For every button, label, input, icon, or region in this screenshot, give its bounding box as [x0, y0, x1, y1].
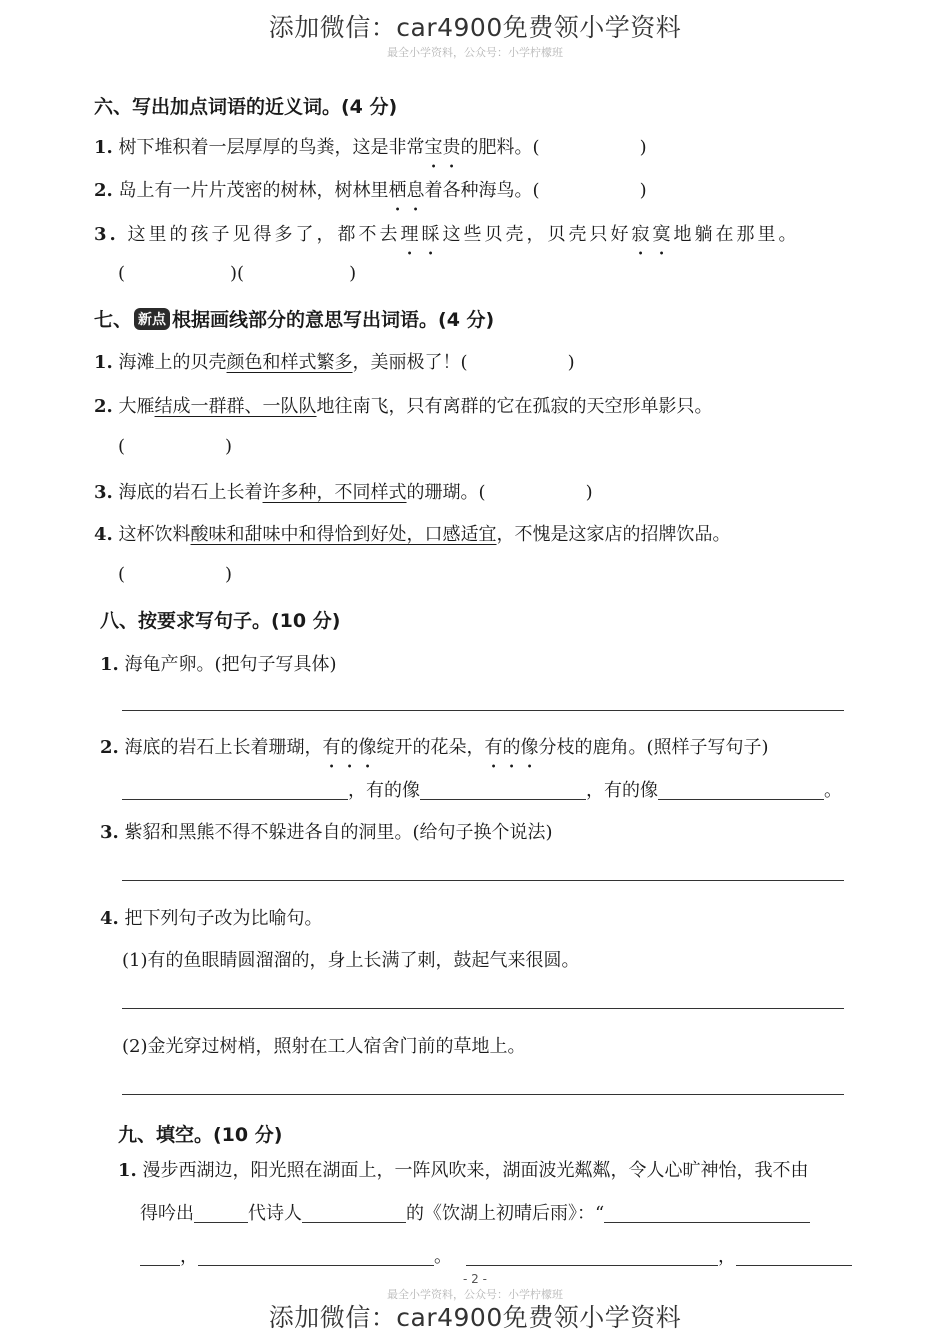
answer-paren: ) — [349, 263, 357, 284]
question-text: ) — [639, 137, 647, 158]
dotted-char: 寞 — [652, 224, 674, 245]
watermark-bottom: 添加微信：car4900免费领小学资料 — [268, 1303, 682, 1332]
faint-footer-text: 最全小学资料，公众号：小学柠檬班 — [387, 1288, 563, 1301]
section-8-title: 八、按要求写句子。(10 分) — [100, 610, 341, 632]
question-text: 着各种海鸟。( — [424, 180, 540, 201]
question-number: 2. — [94, 396, 113, 417]
dotted-char: 像 — [358, 737, 377, 758]
question-number: 4. — [100, 908, 119, 929]
s9-question-1-line-2 — [140, 1199, 810, 1225]
question-text: 地躺在那里。 — [673, 224, 800, 245]
fill-blank[interactable] — [604, 1204, 810, 1223]
fill-blank[interactable] — [420, 781, 586, 800]
question-text: 这些贝壳，贝壳只好 — [442, 224, 632, 245]
fill-blank[interactable] — [736, 1247, 852, 1266]
question-number: 2. — [100, 737, 119, 758]
section-9-title: 九、填空。(10 分) — [118, 1124, 283, 1146]
dotted-char: 有 — [322, 737, 341, 758]
s6-question-1 — [94, 133, 647, 159]
s8-question-3 — [100, 818, 553, 844]
fill-text: ，有的像 — [348, 780, 420, 801]
answer-line[interactable] — [122, 880, 844, 881]
question-text: ) — [585, 482, 593, 503]
question-number: 1. — [94, 137, 113, 158]
answer-paren: ( — [118, 564, 126, 585]
fill-blank[interactable] — [466, 1247, 718, 1266]
question-text: 漫步西湖边，阳光照在湖面上，一阵风吹来，湖面波光粼粼，令人心旷神怡，我不由 — [142, 1160, 809, 1181]
fill-blank[interactable] — [122, 781, 348, 800]
s8-question-4-1: (1)有的鱼眼睛圆溜溜的，身上长满了刺，鼓起气来很圆。 — [122, 950, 580, 971]
dotted-char: 栖 — [388, 180, 407, 201]
question-text: 海底的岩石上长着 — [118, 482, 263, 503]
question-text: 海龟产卵。(把句子写具体) — [124, 654, 337, 675]
dotted-char: 睬 — [421, 224, 443, 245]
question-text: 这杯饮料 — [118, 524, 191, 545]
dotted-char: 的 — [340, 737, 359, 758]
fill-blank[interactable] — [302, 1204, 406, 1223]
answer-paren: ) — [225, 436, 233, 457]
fill-text: ， — [718, 1246, 736, 1267]
question-number: 2. — [94, 180, 113, 201]
dotted-char: 寂 — [631, 224, 653, 245]
section-7-title-prefix: 七、 — [94, 309, 133, 331]
s7-question-4-answer — [118, 564, 232, 585]
question-text: ) — [567, 352, 575, 373]
question-number: 4. — [94, 524, 113, 545]
question-text: ，美丽极了！( — [352, 352, 468, 373]
section-6-title: 六、写出加点词语的近义词。(4 分) — [94, 96, 398, 118]
underlined-phrase: 许多种，不同样式 — [262, 482, 407, 503]
answer-paren: )( — [230, 263, 245, 284]
fill-text: 。 — [434, 1246, 452, 1267]
s7-question-4 — [94, 520, 731, 546]
fill-blank[interactable] — [194, 1204, 248, 1223]
fill-text: 。 — [824, 780, 842, 801]
dotted-char: 宝 — [424, 137, 443, 158]
question-text: 大雁 — [118, 396, 155, 417]
s6-question-2 — [94, 176, 647, 202]
s6-question-3-answers — [118, 263, 356, 284]
question-number: 3. — [94, 482, 113, 503]
dotted-char: 息 — [406, 180, 425, 201]
question-text: 的肥料。( — [460, 137, 540, 158]
fill-blank[interactable] — [658, 781, 824, 800]
dotted-char: 的 — [502, 737, 521, 758]
question-text: 海滩上的贝壳 — [118, 352, 227, 373]
faint-header-text: 最全小学资料，公众号：小学柠檬班 — [387, 46, 563, 59]
s9-question-1-line-3 — [140, 1242, 852, 1268]
question-text: 地往南飞，只有离群的它在孤寂的天空形单影只。 — [316, 396, 713, 417]
question-text: 把下列句子改为比喻句。 — [124, 908, 323, 929]
s8-question-2 — [100, 733, 769, 759]
answer-paren: ( — [118, 436, 126, 457]
fill-text: 的《饮湖上初晴后雨》：“ — [406, 1203, 605, 1224]
dotted-char: 有 — [484, 737, 503, 758]
question-text: 这里的孩子见得多了，都不去 — [127, 224, 401, 245]
s7-question-2-answer — [118, 436, 232, 457]
question-number: 3. — [100, 822, 119, 843]
question-text: 绽开的花朵， — [376, 737, 485, 758]
question-number: 1. — [94, 352, 113, 373]
answer-paren: ( — [118, 263, 126, 284]
s9-question-1 — [118, 1156, 809, 1182]
question-text: 分枝的鹿角。(照样子写句子) — [538, 737, 769, 758]
s6-question-3 — [94, 220, 800, 246]
s8-question-4-2: (2)金光穿过树梢，照射在工人宿舍门前的草地上。 — [122, 1036, 526, 1057]
fill-blank[interactable] — [198, 1247, 434, 1266]
dotted-char: 理 — [400, 224, 422, 245]
answer-paren: ) — [225, 564, 233, 585]
s7-question-1 — [94, 348, 575, 374]
s8-question-2-fill — [122, 776, 842, 802]
section-7-title — [94, 305, 494, 332]
dotted-char: 像 — [520, 737, 539, 758]
fill-text: 代诗人 — [248, 1203, 302, 1224]
question-text: 海底的岩石上长着珊瑚， — [124, 737, 323, 758]
new-point-badge: 新点 — [134, 308, 170, 330]
s7-question-3 — [94, 478, 593, 504]
watermark-top: 添加微信：car4900免费领小学资料 — [268, 13, 682, 42]
question-text: ) — [639, 180, 647, 201]
question-number: 1. — [118, 1160, 137, 1181]
s7-question-2 — [94, 392, 713, 418]
question-text: 岛上有一片片茂密的树林，树林里 — [118, 180, 389, 201]
fill-text: ， — [180, 1246, 198, 1267]
answer-line[interactable] — [122, 1094, 844, 1095]
s8-question-4 — [100, 904, 323, 930]
question-text: 树下堆积着一层厚厚的鸟粪，这是非常 — [118, 137, 425, 158]
dotted-char: 贵 — [442, 137, 461, 158]
underlined-phrase: 结成一群群、一队队 — [154, 396, 317, 417]
fill-text: 得吟出 — [140, 1203, 194, 1224]
question-text: 紫貂和黑熊不得不躲进各自的洞里。(给句子换个说法) — [124, 822, 553, 843]
answer-line[interactable] — [122, 710, 844, 711]
question-number: 1. — [100, 654, 119, 675]
underlined-phrase: 颜色和样式繁多 — [226, 352, 353, 373]
question-text: 的珊瑚。( — [406, 482, 486, 503]
answer-line[interactable] — [122, 1008, 844, 1009]
fill-blank[interactable] — [140, 1247, 180, 1266]
s8-question-1 — [100, 650, 337, 676]
question-number: 3. — [94, 224, 119, 245]
underlined-phrase: 酸味和甜味中和得恰到好处，口感适宜 — [190, 524, 497, 545]
question-text: ，不愧是这家店的招牌饮品。 — [496, 524, 731, 545]
section-7-title-text: 根据画线部分的意思写出词语。(4 分) — [172, 309, 495, 331]
page-number: - 2 - — [463, 1272, 487, 1286]
fill-text: ，有的像 — [586, 780, 658, 801]
